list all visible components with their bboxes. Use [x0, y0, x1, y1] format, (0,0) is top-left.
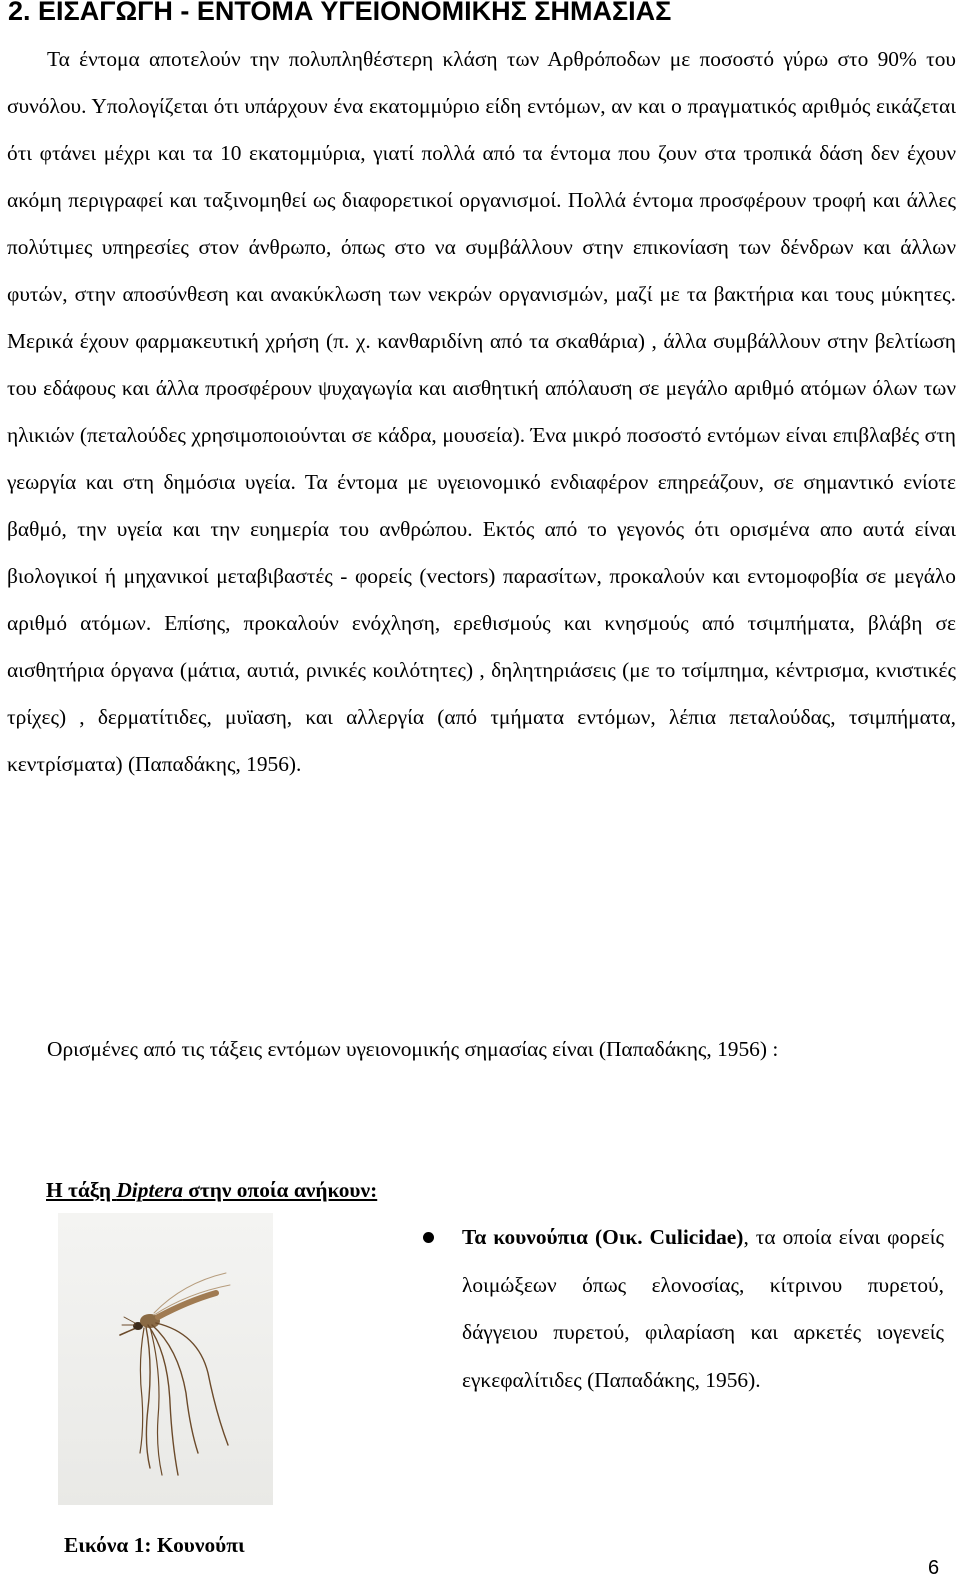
section-heading: 2. ΕΙΣΑΓΩΓΗ - ΕΝΤΟΜΑ ΥΓΕΙΟΝΟΜΙΚΗΣ ΣΗΜΑΣΙΑΣ [8, 0, 672, 26]
bullet-bold-text: Τα κουνούπια (Οικ. Culicidae) [462, 1225, 744, 1249]
figure-caption: Εικόνα 1: Κουνούπι [64, 1533, 245, 1557]
page-number: 6 [928, 1557, 940, 1579]
intro-paragraph: Τα έντομα αποτελούν την πολυπληθέστερη κλάση των Αρθρόποδων με ποσοστό γύρω στο 90% του συνόλου. Υπολογίζεται ότι υπάρχουν ένα εκατομμύριο είδη εντόμων, αν και ο πραγματικός αριθμός εικάζεται ότι φτάνει μέχρι και τα 10 εκατομμύρια, γιατί πολλά από τα έντομα που ζουν στα τροπικά δάση δεν έχουν ακόμη περιγραφεί και ταξινομηθεί ως διαφορετικοί οργανισμοί. Πολλά έντομα προσφέρουν τροφή και άλλες πολύτιμες υπηρεσίες στον άνθρωπο, όπως στο να συμβάλλουν στην επικονίαση των δένδρων και άλλων φυτών, στην αποσύνθεση και ανακύκλωση των νεκρών οργανισμών, μαζί με τα βακτήρια και τους μύκητες. Μερικά έχουν φαρμακευτική χρήση (π. χ. κανθαριδίνη από τα σκαθάρια) , άλλα συμβάλλουν στην βελτίωση του εδάφους και άλλα προσφέρουν ψυχαγωγία και αισθητική απόλαυση σε μεγάλο αριθμό ατόμων όλων των ηλικιών (πεταλούδες χρησιμοποιούνται σε κάδρα, μουσεία). Ένα μικρό ποσοστό εντόμων είναι επιβλαβές στη γεωργία και στη δημόσια υγεία. Τα έντομα με υγειονομικό ενδιαφέρον επηρεάζουν, σε σημαντικό ενίοτε βαθμό, την υγεία και την ευημερία του ανθρώπου. Εκτός από το γεγονός ότι ορισμένα απο αυτά είναι βιολογικοί ή μηχανικοί μεταβιβαστές - φορείς (vectors) παρασίτων, προκαλούν και εντομοφοβία σε μεγάλο αριθμό ατόμων. Επίσης, προκαλούν ενόχληση, ερεθισμούς και κνησμούς από τσιμπήματα, βλάβη σε αισθητήρια όργανα (μάτια, αυτιά, ρινικές κοιλότητες) , δηλητηριάσεις (με το τσίμπημα, κέντρισμα, κνιστικές τρίχες) , δερματίτιδες, μυϊαση, και αλλεργία (από τμήματα εντόμων, λέπια πεταλούδας, τσιμπήματα, κεντρίσματα) (Παπαδάκης, 1956). [7, 47, 956, 776]
bullet-dot [423, 1232, 434, 1243]
order-subheading [46, 1173, 377, 1207]
bullet-item-culicidae [462, 1214, 944, 1404]
mosquito-photo [58, 1213, 273, 1505]
bullet-rest-text: , τα οποία είναι φορείς λοιμώξεων όπως ελονοσίας, κίτρινου πυρετού, δάγγειου πυρετού, φιλαρίαση και αρκετές ιογενείς εγκεφαλίτιδες (Παπαδάκης, 1956). [462, 1225, 944, 1392]
orders-intro-paragraph: Ορισμένες από τις τάξεις εντόμων υγειονομικής σημασίας είναι (Παπαδάκης, 1956) : [47, 1037, 779, 1061]
order-name: Diptera [116, 1178, 183, 1202]
order-suffix: στην οποία ανήκουν: [182, 1178, 378, 1202]
order-prefix: Η τάξη [46, 1178, 117, 1202]
